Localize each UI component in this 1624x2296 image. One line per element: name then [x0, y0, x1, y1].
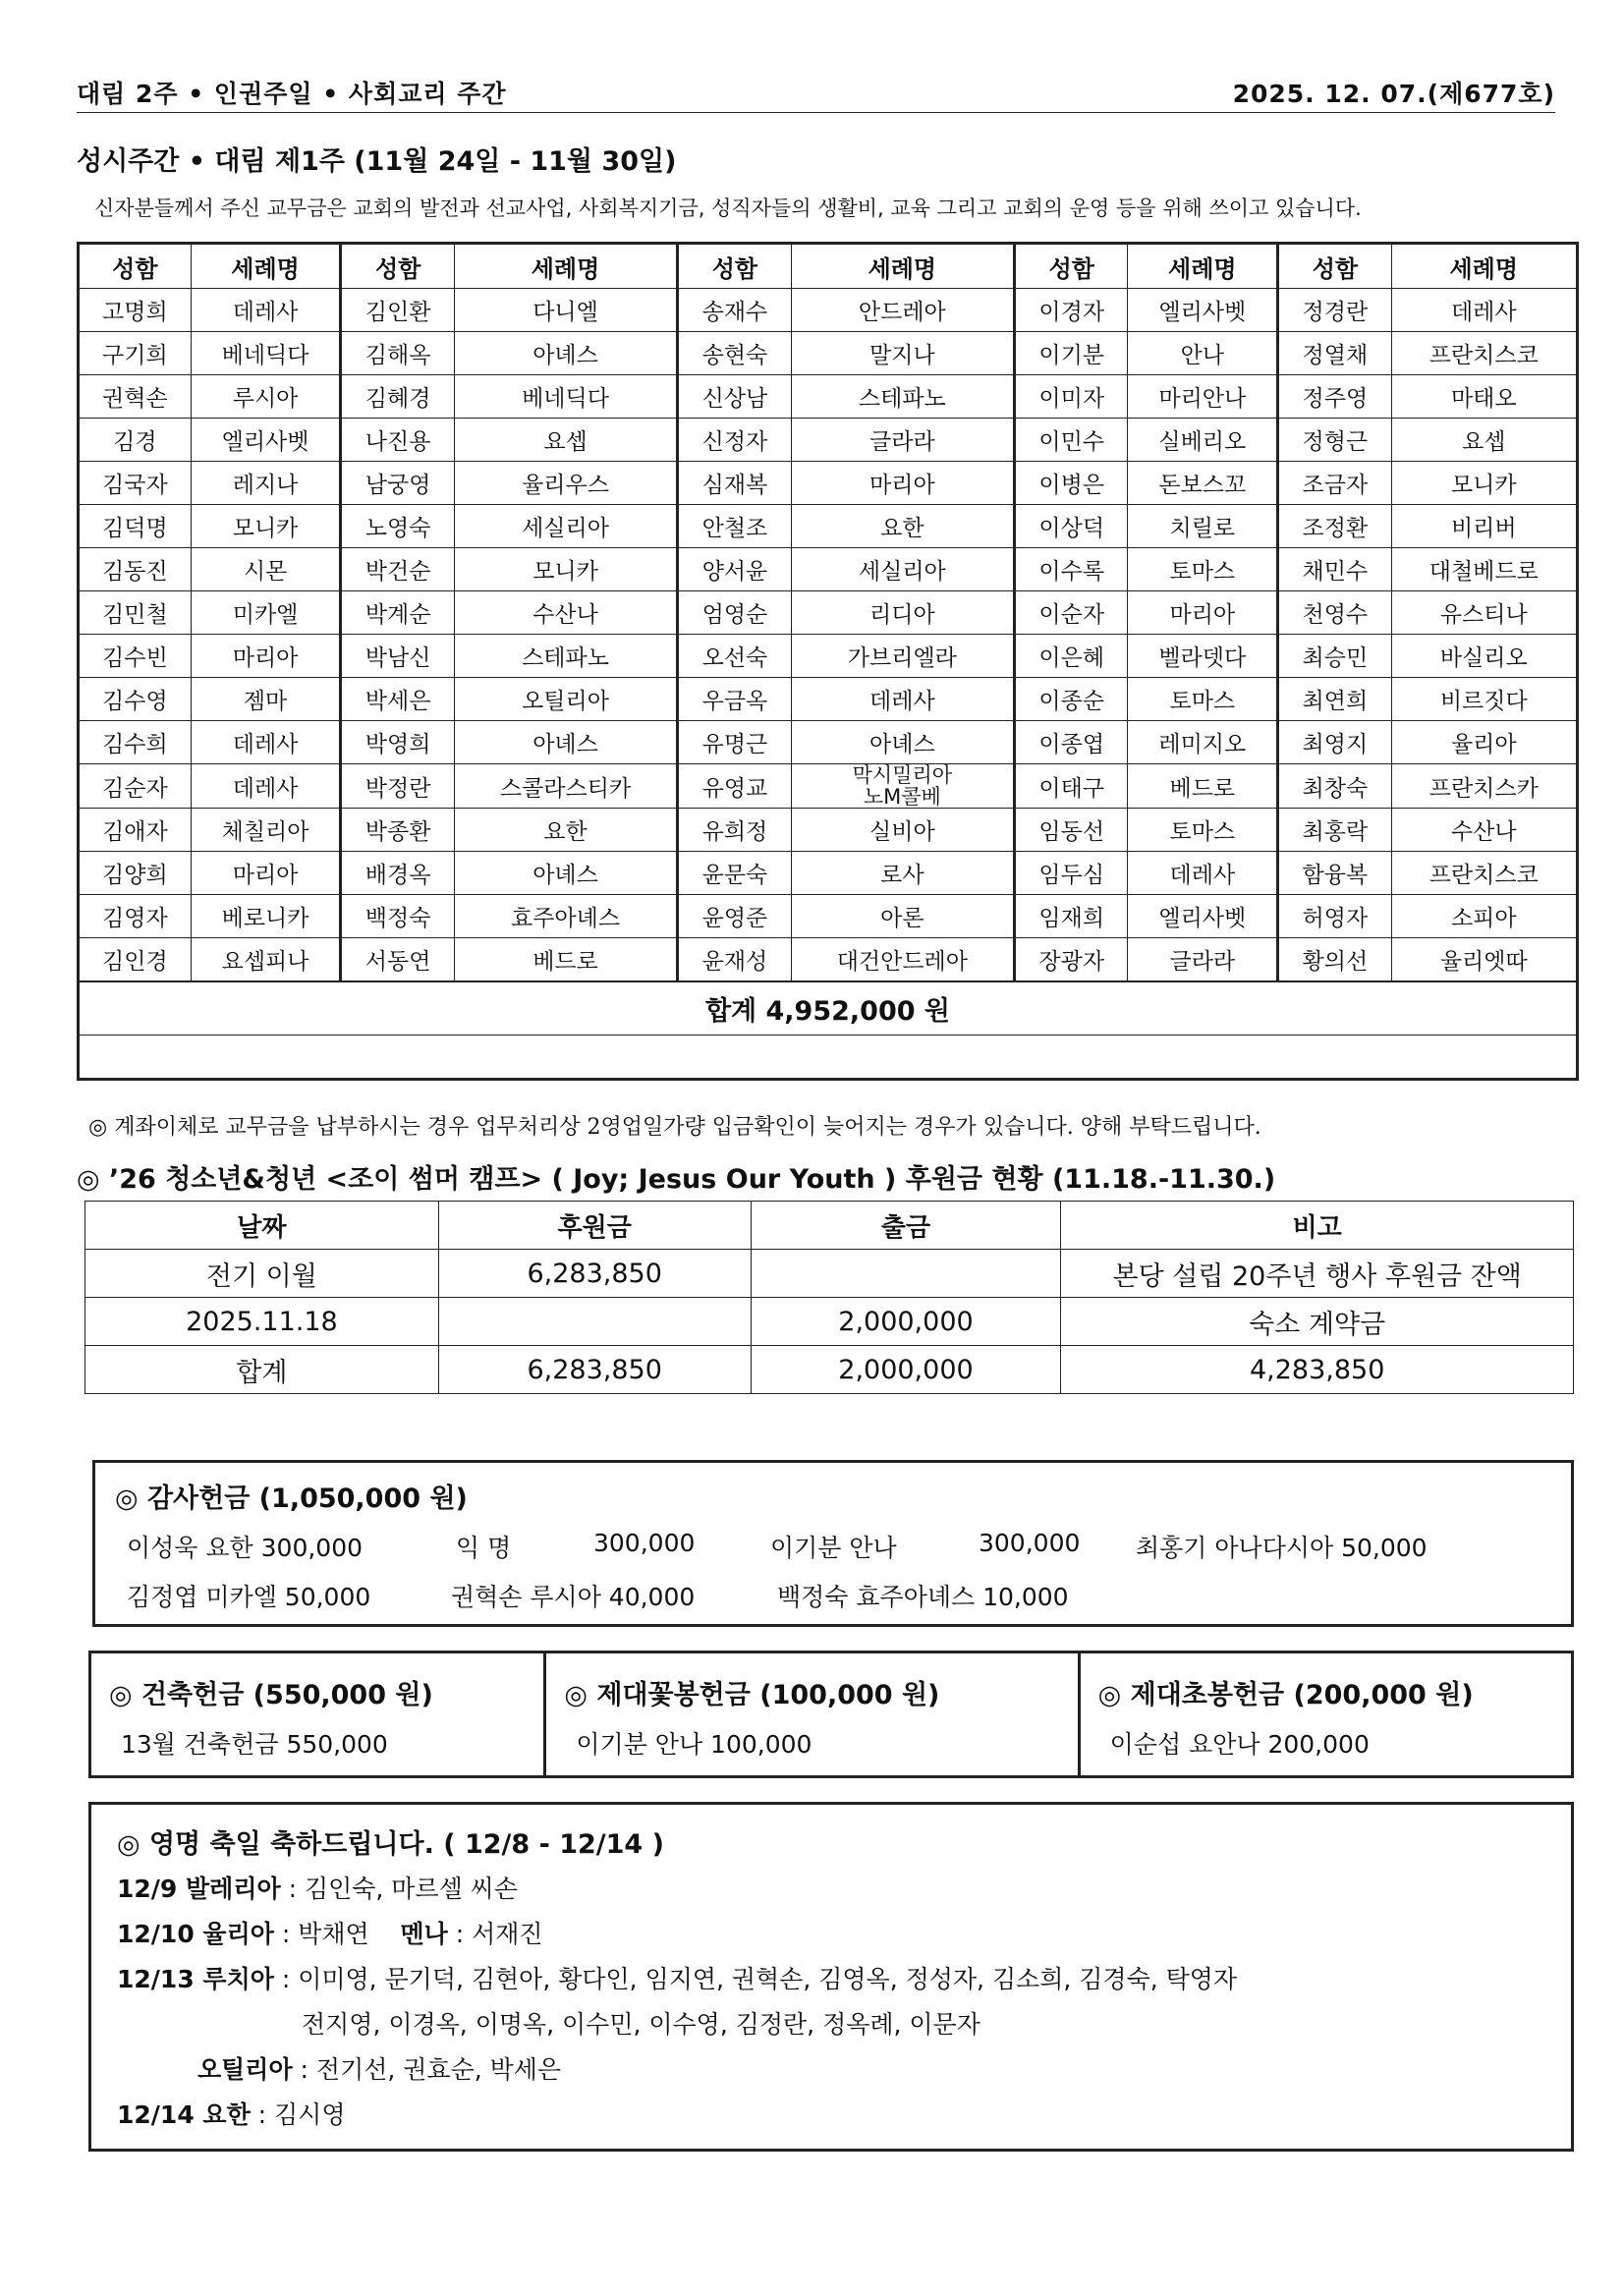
- baptismal-name-cell: 바실리오: [1391, 635, 1576, 678]
- column-header-baptismal: 세례명: [1391, 245, 1576, 289]
- name-cell: 박세은: [341, 678, 454, 721]
- name-cell: 정열채: [1278, 332, 1391, 375]
- name-cell: 정주영: [1278, 375, 1391, 419]
- baptismal-name-cell: 요한: [454, 809, 677, 852]
- altar-candle-title: ◎ 제대초봉헌금 (200,000 원): [1097, 1680, 1474, 1710]
- altar-candle-fund: [1081, 1653, 1571, 1775]
- baptismal-name-cell: 마리아: [191, 635, 341, 678]
- name-cell: 윤영준: [678, 895, 791, 938]
- name-cell: 이순자: [1015, 591, 1128, 635]
- baptismal-name-cell: 프란치스카: [1391, 764, 1576, 809]
- camp-fund-table: [84, 1201, 1574, 1394]
- section1-title: 성시주간 • 대림 제1주 (11월 24일 - 11월 30일): [77, 146, 677, 177]
- baptismal-name-cell: 데레사: [1128, 852, 1278, 895]
- baptismal-name-cell: 모니카: [454, 548, 677, 591]
- baptismal-name-cell: 데레사: [191, 289, 341, 332]
- table-row: [80, 548, 1577, 591]
- name-cell: 유영교: [678, 764, 791, 809]
- camp-cell: 합계: [85, 1346, 439, 1394]
- table-row: [80, 764, 1577, 809]
- camp-column-header: 후원금: [438, 1202, 751, 1250]
- feast-line: [117, 1957, 1571, 2002]
- baptismal-name-cell: 젬마: [191, 678, 341, 721]
- baptismal-name-cell: 실베리오: [1128, 419, 1278, 462]
- baptismal-name-cell: 프란치스코: [1391, 852, 1576, 895]
- name-cell: 신상남: [678, 375, 791, 419]
- name-cell: 김덕명: [80, 505, 192, 548]
- camp-table-header: [85, 1202, 1574, 1250]
- donor: 이기분 안나: [770, 1534, 897, 1562]
- baptismal-name-cell: 세실리아: [791, 548, 1014, 591]
- section2-title: ◎ ’26 청소년&청년 <조이 썸머 캠프> ( Joy; Jesus Our Youth ) 후원금 현황 (11.18.-11.30.): [77, 1164, 1276, 1195]
- name-cell: 안철조: [678, 505, 791, 548]
- name-cell: 김영자: [80, 895, 192, 938]
- baptismal-name-cell: 체칠리아: [191, 809, 341, 852]
- name-cell: 윤문숙: [678, 852, 791, 895]
- baptismal-name-cell: 마리아: [191, 852, 341, 895]
- baptismal-name-cell: 대건안드레아: [791, 938, 1014, 982]
- name-cell: 이수록: [1015, 548, 1128, 591]
- name-cell: 송재수: [678, 289, 791, 332]
- camp-cell: [438, 1298, 751, 1346]
- baptismal-name-cell: 마리아: [791, 462, 1014, 505]
- baptismal-name-cell: 율리우스: [454, 462, 677, 505]
- baptismal-name-cell: 치릴로: [1128, 505, 1278, 548]
- baptismal-name-cell: 엘리사벳: [1128, 289, 1278, 332]
- baptismal-name-cell: 가브리엘라: [791, 635, 1014, 678]
- baptismal-name-cell: 엘리사벳: [191, 419, 341, 462]
- thanks-line1: [127, 1529, 1571, 1564]
- baptismal-name-cell: 다니엘: [454, 289, 677, 332]
- name-cell: 서동연: [341, 938, 454, 982]
- name-cell: 김인환: [341, 289, 454, 332]
- column-header-name: 성함: [80, 245, 192, 289]
- name-cell: 최창숙: [1278, 764, 1391, 809]
- baptismal-name-cell: 베드로: [454, 938, 677, 982]
- baptismal-name-cell: 엘리사벳: [1128, 895, 1278, 938]
- issue-date: 2025. 12. 07.(제677호): [1232, 80, 1555, 108]
- offerings-box: [88, 1651, 1574, 1778]
- building-fund: [91, 1653, 546, 1775]
- name-cell: 유희정: [678, 809, 791, 852]
- name-cell: 김순자: [80, 764, 192, 809]
- name-cell: 김양희: [80, 852, 192, 895]
- name-cell: 정형근: [1278, 419, 1391, 462]
- name-cell: 최승민: [1278, 635, 1391, 678]
- total-cell: 합계 4,952,000 원: [80, 981, 1577, 1036]
- table-row: [80, 895, 1577, 938]
- baptismal-name-cell: 대철베드로: [1391, 548, 1576, 591]
- section1-intro: 신자분들께서 주신 교무금은 교회의 발전과 선교사업, 사회복지기금, 성직자들의 생활비, 교육 그리고 교회의 운영 등을 위해 쓰이고 있습니다.: [94, 196, 1362, 220]
- baptismal-name-cell: 시몬: [191, 548, 341, 591]
- column-header-baptismal: 세례명: [791, 245, 1014, 289]
- baptismal-name-cell: 베네딕다: [191, 332, 341, 375]
- baptismal-name-cell: 베드로: [1128, 764, 1278, 809]
- baptismal-name-cell: 토마스: [1128, 809, 1278, 852]
- name-cell: 이병은: [1015, 462, 1128, 505]
- name-cell: 김혜경: [341, 375, 454, 419]
- baptismal-name-cell: 미카엘: [191, 591, 341, 635]
- table-row: [80, 375, 1577, 419]
- name-cell: 이기분: [1015, 332, 1128, 375]
- feast-line: [117, 2047, 1571, 2093]
- table-row: [80, 505, 1577, 548]
- name-cell: 김애자: [80, 809, 192, 852]
- feast-names: : 김시영: [250, 2100, 346, 2129]
- camp-cell: 6,283,850: [438, 1250, 751, 1298]
- table-row: [80, 332, 1577, 375]
- name-cell: 천영수: [1278, 591, 1391, 635]
- baptismal-name-cell: 실비아: [791, 809, 1014, 852]
- name-cell: 박건순: [341, 548, 454, 591]
- name-cell: 이은혜: [1015, 635, 1128, 678]
- name-cell: 신정자: [678, 419, 791, 462]
- baptismal-name-cell: 리디아: [791, 591, 1014, 635]
- column-header-baptismal: 세례명: [454, 245, 677, 289]
- name-cell: 이종순: [1015, 678, 1128, 721]
- name-cell: 조정환: [1278, 505, 1391, 548]
- name-cell: 고명희: [80, 289, 192, 332]
- baptismal-name-cell: 안나: [1128, 332, 1278, 375]
- building-fund-title: ◎ 건축헌금 (550,000 원): [109, 1680, 433, 1710]
- name-cell: 김경: [80, 419, 192, 462]
- name-cell: 백정숙: [341, 895, 454, 938]
- baptismal-name-cell: 아녜스: [454, 852, 677, 895]
- camp-table-row: [85, 1250, 1574, 1298]
- name-cell: 이미자: [1015, 375, 1128, 419]
- baptismal-name-cell: 마리아: [1128, 591, 1278, 635]
- baptismal-name-cell: 요셉피나: [191, 938, 341, 982]
- offering-table: [79, 244, 1577, 1036]
- name-cell: 정경란: [1278, 289, 1391, 332]
- baptismal-name-cell: 베네딕다: [454, 375, 677, 419]
- column-header-baptismal: 세례명: [191, 245, 341, 289]
- feast-names: : 이미영, 문기덕, 김현아, 황다인, 임지연, 권혁손, 김영옥, 정성자, 김소희, 김경숙, 탁영자: [273, 1965, 1238, 1993]
- baptismal-name-cell: 마리안나: [1128, 375, 1278, 419]
- baptismal-name-cell: 아녜스: [791, 721, 1014, 764]
- name-cell: 장광자: [1015, 938, 1128, 982]
- feast-names: : 박채연: [273, 1920, 369, 1948]
- camp-cell: 숙소 계약금: [1061, 1298, 1574, 1346]
- camp-table-row: [85, 1346, 1574, 1394]
- baptismal-name-cell: 비르짓다: [1391, 678, 1576, 721]
- camp-cell: 2,000,000: [751, 1298, 1061, 1346]
- amount: 300,000: [593, 1529, 696, 1557]
- feast-line: [117, 2093, 1571, 2138]
- table-row: [80, 852, 1577, 895]
- baptismal-name-cell: 토마스: [1128, 548, 1278, 591]
- camp-cell: 2,000,000: [751, 1346, 1061, 1394]
- altar-flower-fund: [546, 1653, 1080, 1775]
- baptismal-name-cell: 아녜스: [454, 721, 677, 764]
- name-cell: 박남신: [341, 635, 454, 678]
- baptismal-name-cell: 레지나: [191, 462, 341, 505]
- baptismal-name-cell: 오틸리아: [454, 678, 677, 721]
- table-row: [80, 289, 1577, 332]
- column-header-baptismal: 세례명: [1128, 245, 1278, 289]
- amount: 300,000: [979, 1529, 1081, 1557]
- name-cell: 김국자: [80, 462, 192, 505]
- feast-date: 12/10 율리아: [117, 1920, 274, 1948]
- header-title: 대림 2주 • 인권주일 • 사회교리 주간: [77, 80, 507, 108]
- baptismal-name-cell: 모니카: [191, 505, 341, 548]
- baptismal-name-cell: 효주아녜스: [454, 895, 677, 938]
- baptismal-name-cell: 비리버: [1391, 505, 1576, 548]
- camp-cell: 전기 이월: [85, 1250, 439, 1298]
- donor: 익 명: [456, 1534, 512, 1562]
- name-cell: 엄영순: [678, 591, 791, 635]
- feast-date: 오틸리아: [197, 2055, 293, 2084]
- table-row: [80, 462, 1577, 505]
- name-cell: 배경옥: [341, 852, 454, 895]
- baptismal-name-cell: 루시아: [191, 375, 341, 419]
- name-cell: 유명근: [678, 721, 791, 764]
- column-header-name: 성함: [1015, 245, 1128, 289]
- table-row: [80, 938, 1577, 982]
- thanks-title: ◎ 감사헌금 (1,050,000 원): [115, 1484, 468, 1514]
- baptismal-name-cell: 벨라뎃다: [1128, 635, 1278, 678]
- camp-cell: 본당 설립 20주년 행사 후원금 잔액: [1061, 1250, 1574, 1298]
- baptismal-name-cell: 토마스: [1128, 678, 1278, 721]
- baptismal-name-cell: 데레사: [191, 721, 341, 764]
- name-cell: 최연희: [1278, 678, 1391, 721]
- table-row: [80, 721, 1577, 764]
- baptismal-name-cell: 율리아: [1391, 721, 1576, 764]
- baptismal-name-cell: 마태오: [1391, 375, 1576, 419]
- donor: 이성욱 요한 300,000: [127, 1534, 364, 1562]
- feast-line: [117, 1867, 1571, 1912]
- baptismal-name-cell: 막시밀리아 노M콜베: [791, 764, 1014, 809]
- name-cell: 최영지: [1278, 721, 1391, 764]
- feast-date: 멘나: [400, 1920, 448, 1948]
- name-cell: 송현숙: [678, 332, 791, 375]
- donor: 김정엽 미카엘 50,000: [127, 1583, 371, 1611]
- table-row: [80, 635, 1577, 678]
- column-header-name: 성함: [341, 245, 454, 289]
- baptismal-name-cell: 수산나: [454, 591, 677, 635]
- name-cell: 김수희: [80, 721, 192, 764]
- name-cell: 이민수: [1015, 419, 1128, 462]
- name-cell: 조금자: [1278, 462, 1391, 505]
- feast-date: 12/14 요한: [117, 2100, 251, 2129]
- camp-cell: [751, 1250, 1061, 1298]
- name-cell: 최홍락: [1278, 809, 1391, 852]
- baptismal-name-cell: 수산나: [1391, 809, 1576, 852]
- baptismal-name-cell: 데레사: [791, 678, 1014, 721]
- feast-names: : 전기선, 권효순, 박세은: [292, 2055, 562, 2084]
- name-cell: 박계순: [341, 591, 454, 635]
- camp-column-header: 출금: [751, 1202, 1061, 1250]
- camp-cell: 6,283,850: [438, 1346, 751, 1394]
- name-cell: 임동선: [1015, 809, 1128, 852]
- baptismal-name-cell: 글라라: [791, 419, 1014, 462]
- baptismal-name-cell: 스테파노: [454, 635, 677, 678]
- baptismal-name-cell: 모니카: [1391, 462, 1576, 505]
- baptismal-name-cell: 아녜스: [454, 332, 677, 375]
- baptismal-name-cell: 안드레아: [791, 289, 1014, 332]
- baptismal-name-cell: 아론: [791, 895, 1014, 938]
- baptismal-name-cell: 요셉: [454, 419, 677, 462]
- baptismal-name-cell: 돈보스꼬: [1128, 462, 1278, 505]
- camp-cell: 4,283,850: [1061, 1346, 1574, 1394]
- name-cell: 임두심: [1015, 852, 1128, 895]
- name-cell: 노영숙: [341, 505, 454, 548]
- baptismal-name-cell: 말지나: [791, 332, 1014, 375]
- feast-names: 전지영, 이경옥, 이명옥, 이수민, 이수영, 김정란, 정옥례, 이문자: [302, 2010, 980, 2039]
- baptismal-name-cell: 데레사: [191, 764, 341, 809]
- camp-column-header: 날짜: [85, 1202, 439, 1250]
- feast-line: [117, 2002, 1571, 2047]
- name-cell: 이태구: [1015, 764, 1128, 809]
- name-cell: 허영자: [1278, 895, 1391, 938]
- name-cell: 김수영: [80, 678, 192, 721]
- name-cell: 구기희: [80, 332, 192, 375]
- baptismal-name-cell: 프란치스코: [1391, 332, 1576, 375]
- name-cell: 심재복: [678, 462, 791, 505]
- table-row: [80, 809, 1577, 852]
- name-cell: 임재희: [1015, 895, 1128, 938]
- name-cell: 이상덕: [1015, 505, 1128, 548]
- donor: 권혁손 루시아 40,000: [451, 1583, 696, 1611]
- camp-table-row: [85, 1298, 1574, 1346]
- baptismal-name-cell: 레미지오: [1128, 721, 1278, 764]
- name-cell: 김해옥: [341, 332, 454, 375]
- name-cell: 나진용: [341, 419, 454, 462]
- thanks-line2: [127, 1578, 1571, 1613]
- altar-flower-title: ◎ 제대꽃봉헌금 (100,000 원): [564, 1680, 940, 1710]
- name-cell: 황의선: [1278, 938, 1391, 982]
- name-cell: 남궁영: [341, 462, 454, 505]
- feast-date: 12/9 발레리아: [117, 1875, 281, 1903]
- baptismal-name-cell: 소피아: [1391, 895, 1576, 938]
- baptismal-name-cell: 스콜라스티카: [454, 764, 677, 809]
- table-header-row: [80, 245, 1577, 289]
- feast-title: ◎ 영명 축일 축하드립니다. ( 12/8 - 12/14 ): [117, 1829, 664, 1860]
- feast-line: [117, 1912, 1571, 1957]
- feast-names: : 김인숙, 마르셀 씨손: [280, 1875, 518, 1903]
- name-cell: 이경자: [1015, 289, 1128, 332]
- name-cell: 오선숙: [678, 635, 791, 678]
- name-cell: 함융복: [1278, 852, 1391, 895]
- name-cell: 박영희: [341, 721, 454, 764]
- thanks-box: [92, 1460, 1574, 1627]
- camp-cell: 2025.11.18: [85, 1298, 439, 1346]
- column-header-name: 성함: [678, 245, 791, 289]
- camp-column-header: 비고: [1061, 1202, 1574, 1250]
- feast-box: [88, 1802, 1574, 2152]
- baptismal-name-cell: 스테파노: [791, 375, 1014, 419]
- baptismal-name-cell: 세실리아: [454, 505, 677, 548]
- altar-flower-text: 이기분 안나 100,000: [576, 1730, 812, 1759]
- transfer-note: ◎ 계좌이체로 교무금을 납부하시는 경우 업무처리상 2영업일가량 입금확인이 늦어지는 경우가 있습니다. 양해 부탁드립니다.: [88, 1115, 1261, 1140]
- name-cell: 윤재성: [678, 938, 791, 982]
- name-cell: 양서윤: [678, 548, 791, 591]
- page-header: [77, 73, 1555, 113]
- name-cell: 김민철: [80, 591, 192, 635]
- column-header-name: 성함: [1278, 245, 1391, 289]
- name-cell: 김수빈: [80, 635, 192, 678]
- feast-date: 12/13 루치아: [117, 1965, 274, 1993]
- baptismal-name-cell: 데레사: [1391, 289, 1576, 332]
- baptismal-name-cell: 베로니카: [191, 895, 341, 938]
- feast-names: : 서재진: [447, 1920, 543, 1948]
- table-row: [80, 591, 1577, 635]
- name-cell: 박정란: [341, 764, 454, 809]
- name-cell: 김동진: [80, 548, 192, 591]
- baptismal-name-cell: 율리엣따: [1391, 938, 1576, 982]
- name-cell: 이종엽: [1015, 721, 1128, 764]
- name-cell: 우금옥: [678, 678, 791, 721]
- altar-candle-text: 이순섭 요안나 200,000: [1109, 1730, 1370, 1759]
- name-cell: 김인경: [80, 938, 192, 982]
- baptismal-name-cell: 글라라: [1128, 938, 1278, 982]
- building-fund-text: 13월 건축헌금 550,000: [121, 1730, 388, 1759]
- table-row: [80, 419, 1577, 462]
- name-cell: 채민수: [1278, 548, 1391, 591]
- baptismal-name-cell: 유스티나: [1391, 591, 1576, 635]
- baptismal-name-cell: 요셉: [1391, 419, 1576, 462]
- baptismal-name-cell: 요한: [791, 505, 1014, 548]
- baptismal-name-cell: 로사: [791, 852, 1014, 895]
- donor: 최홍기 아나다시아 50,000: [1136, 1534, 1428, 1562]
- donor: 백정숙 효주아녜스 10,000: [777, 1583, 1069, 1611]
- name-cell: 권혁손: [80, 375, 192, 419]
- name-cell: 박종환: [341, 809, 454, 852]
- table-row: [80, 678, 1577, 721]
